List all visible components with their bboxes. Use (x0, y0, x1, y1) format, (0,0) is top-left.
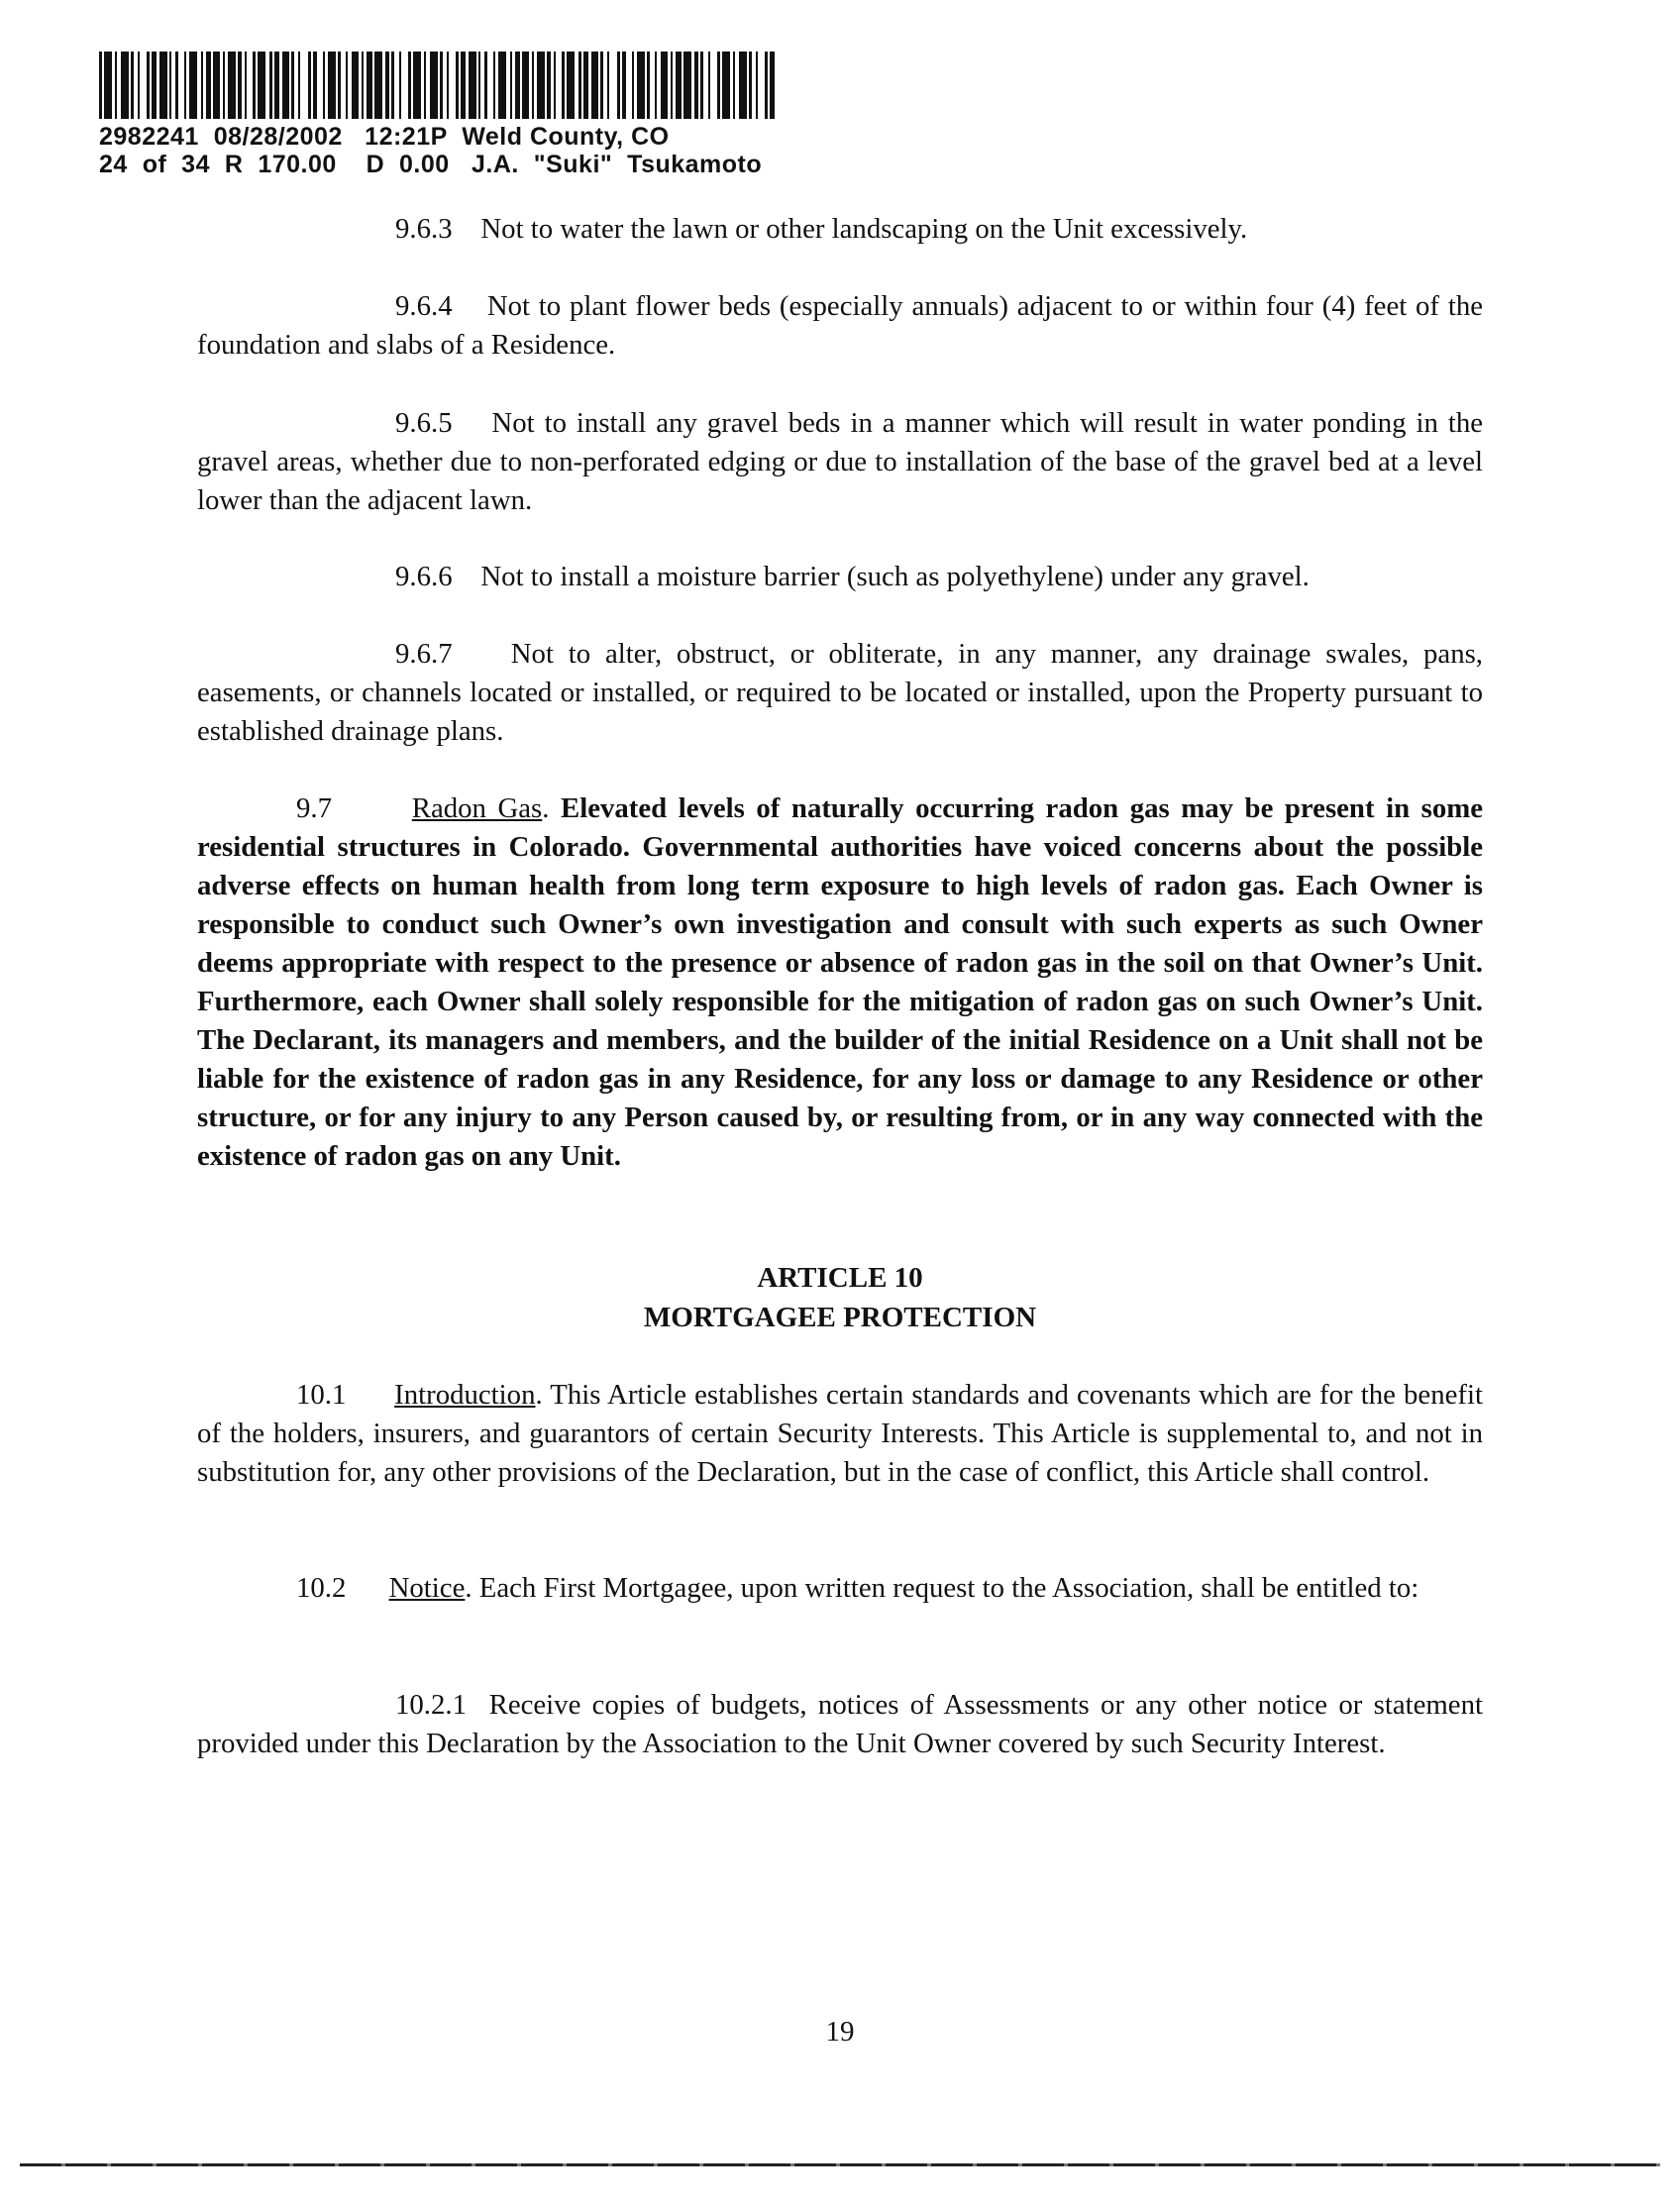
barcode-bar (352, 52, 359, 119)
barcode-bar (498, 52, 506, 119)
barcode-bar (159, 52, 167, 119)
section-number: 10.2.1 (395, 1689, 467, 1721)
section-text: Not to install a moisture barrier (such as polyethylene) under any gravel. (480, 561, 1310, 592)
paragraph-10-1: 10.1 Introduction. This Article establishes certain standards and covenants which are for the benefit of the holders, insurers, and guarantors of certain Security Interests. This Article is supplemental to, and not in substitution for, any other provisions of the Declaration, but in the case of conflict, this Article shall control. (197, 1379, 1483, 1488)
barcode-bar (374, 52, 382, 119)
barcode-bar (213, 52, 220, 119)
barcode-gap (609, 52, 617, 119)
barcode-bar (537, 52, 545, 119)
section-text: Not to water the lawn or other landscaping on the Unit excessively. (480, 213, 1248, 245)
barcode-bar (522, 52, 529, 119)
recording-stamp-line-1: 2982241 08/28/2002 12:21P Weld County, CO (99, 123, 670, 151)
recording-stamp-line-2: 24 of 34 R 170.00 D 0.00 J.A. "Suki" Tsukamoto (99, 151, 763, 178)
barcode-bar (661, 52, 668, 119)
paragraph-9-6-6 (197, 558, 1483, 596)
paragraph-9-6-7 (197, 635, 1483, 751)
section-text: Receive copies of budgets, notices of Assessments or any other notice or statement provided under this Declaration by the Association to the Unit Owner covered by such Security Interest. (197, 1689, 1483, 1759)
barcode-gap (300, 52, 308, 119)
barcode-gap (140, 52, 147, 119)
section-number: 9.6.7 (395, 638, 453, 670)
barcode-bar (591, 52, 598, 119)
section-number: 10.1 (296, 1379, 347, 1411)
section-title: Radon Gas (411, 792, 543, 824)
barcode-gap (449, 52, 456, 119)
barcode-gap (710, 52, 717, 119)
section-text: Not to plant flower beds (especially annuals) adjacent to or within four (4) feet of the foundation and slabs of a Residence. (197, 290, 1484, 361)
section-number: 10.2 (296, 1572, 347, 1604)
paragraph-9-6-5 (197, 404, 1483, 520)
section-number: 9.6.3 (395, 213, 453, 245)
paragraph-9-6-3 (197, 210, 1483, 249)
paragraph-9-7-radon-gas: 9.7 Radon Gas. Elevated levels of naturally occurring radon gas may be present in some residential structures in Colorado. Governmental authorities have voiced concerns about the possible adverse effects on human health from long term exposure to high levels of radon gas. Each Owner is responsible to conduct such Owner’s own investigation and consult with such experts as such Owner deems appropriate with respect to the presence or absence of radon gas in the soil on that Owner’s Unit. Furthermore, each Owner shall solely responsible for the mitigation of radon gas on such Owner’s Unit. The Declarant, its managers and members, and the builder of the initial Residence on a Unit shall not be liable for the existence of radon gas in any Residence, for any loss or damage to any Residence or other structure, or for any injury to any Person caused by, or resulting from, or in any way connected with the existence of radon gas on any Unit. (197, 792, 1483, 1172)
barcode-bar (722, 52, 730, 119)
footer-rule (20, 2163, 1660, 2166)
section-title: Introduction (394, 1379, 536, 1411)
barcode-bar (328, 52, 336, 119)
section-number: 9.6.5 (395, 407, 453, 439)
barcode-bar (104, 52, 112, 119)
paragraph-10-2-1 (197, 1686, 1483, 1763)
article-heading (197, 1258, 1483, 1337)
barcode-bar (189, 52, 197, 119)
barcode-bar (413, 52, 421, 119)
barcode-bar (228, 52, 236, 119)
barcode-bar (469, 52, 476, 119)
paragraph-10-2: 10.2 Notice. Each First Mortgagee, upon written request to the Association, shall be entitled to: (296, 1572, 1419, 1604)
barcode-bar (258, 52, 265, 119)
section-text: This Article establishes certain standards and covenants which are for the benefit of the holders, insurers, and guarantors of certain Security Interests. This Article is supplemental to, and not in substitution for, any other provisions of the Declaration, but in the case of conflict, this Article shall control. (197, 1379, 1483, 1488)
barcode-gap (758, 52, 765, 119)
section-number: 9.7 (296, 792, 332, 824)
section-text: Each First Mortgagee, upon written request to the Association, shall be entitled to: (478, 1572, 1419, 1604)
article-title: MORTGAGEE PROTECTION (643, 1302, 1037, 1333)
section-text: Not to alter, obstruct, or obliterate, in any manner, any drainage swales, pans, easements, or channels located or installed, or required to be located or installed, upon the Property pursuant to established drainage plans. (197, 638, 1483, 747)
barcode-bar (637, 52, 645, 119)
barcode-bar (430, 52, 438, 119)
barcode-bar (121, 52, 129, 119)
section-number: 9.6.6 (395, 561, 453, 592)
section-title: Notice (388, 1572, 466, 1604)
barcode-bar (683, 52, 691, 119)
barcode (99, 52, 778, 119)
paragraph-9-6-4 (197, 287, 1483, 365)
section-text: Not to install any gravel beds in a manner which will result in water ponding in the gravel areas, whether due to non-perforated edging or due to installation of the base of the gravel bed at a level lower than the adjacent lawn. (197, 407, 1484, 516)
barcode-bar (567, 52, 575, 119)
page-number: 19 (825, 2016, 855, 2048)
barcode-bar (739, 52, 747, 119)
barcode-bar (282, 52, 289, 119)
section-number: 9.6.4 (395, 290, 453, 322)
section-text: Elevated levels of naturally occurring radon gas may be present in some residential structures in Colorado. Governmental authorities have voiced concerns about the possible adverse effects on human health from long term exposure to high levels of radon gas. Each Owner is responsible to conduct such Owner’s own investigation and consult with such experts as such Owner deems appropriate with respect to the presence or absence of radon gas in the soil on that Owner’s Unit. Furthermore, each Owner shall solely responsible for the mitigation of radon gas on such Owner’s Unit. The Declarant, its managers and members, and the builder of the initial Residence on a Unit shall not be liable for the existence of radon gas in any Residence, for any loss or damage to any Residence or other structure, or for any injury to any Person caused by, or resulting from, or in any way connected with the existence of radon gas on any Unit. (197, 792, 1483, 1172)
barcode-gap (401, 52, 408, 119)
article-number: ARTICLE 10 (757, 1262, 923, 1294)
barcode-gap (775, 52, 778, 119)
